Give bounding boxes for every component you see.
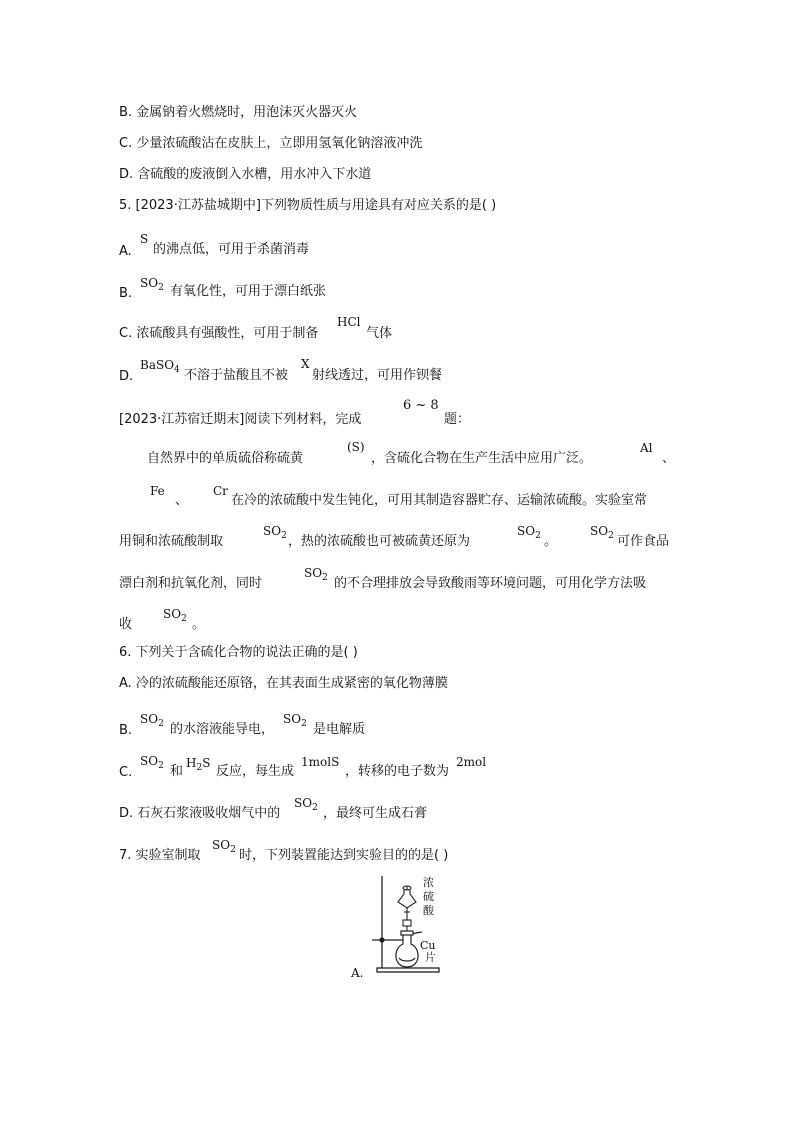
q5-option-b-formula: $SO_2$ [140, 276, 164, 293]
question-7-stem-a: 7. 实验室制取 [119, 848, 201, 863]
question-7-so2: $SO_2$ [212, 838, 236, 855]
dropping-funnel-icon [398, 886, 416, 932]
q5-option-d-formula: BaSO$_4$ [140, 358, 180, 375]
figure-option-a: A. [351, 966, 364, 980]
q5-option-b-prefix: B. [119, 286, 133, 301]
q6-option-c-t1: 反应，每生成 [216, 764, 295, 779]
material-p2: 在冷的浓硫酸中发生钝化，可用其制造容器贮存、运输浓硫酸。实验室常 [231, 493, 648, 508]
material-range: 6 ~ 8 [403, 398, 439, 413]
material-p1-formula: (S) [347, 440, 365, 454]
q5-option-d-text1: 不溶于盐酸且不被 [184, 368, 289, 383]
material-fe: Fe [150, 484, 165, 498]
material-so2-4: $SO_2$ [304, 566, 328, 583]
q5-option-d-prefix: D. [119, 369, 134, 384]
q5-option-a-formula: S [140, 232, 149, 246]
material-dun: 、 [662, 451, 676, 466]
option-d-prev: D. 含硫酸的废液倒入水槽，用水冲入下水道 [119, 167, 372, 182]
material-dun2: 、 [175, 493, 189, 508]
material-p1b: ，含硫化合物在生产生活中应用广泛。 [371, 451, 593, 466]
option-b-prev: B. 金属钠着火燃烧时，用泡沫灭火器灭火 [119, 105, 358, 120]
label-acid-3: 酸 [423, 904, 434, 917]
material-p5a: 收 [119, 617, 133, 632]
apparatus-figure [360, 868, 450, 983]
material-p3d: 可作食品 [617, 534, 670, 549]
q6-option-b-t1: 的水溶液能导电， [170, 722, 275, 737]
q6-option-b-prefix: B. [119, 723, 133, 738]
q6-option-a: A. 冷的浓硫酸能还原铬，在其表面生成紧密的氧化物薄膜 [119, 676, 448, 691]
q5-option-c-formula: HCl [337, 315, 361, 329]
material-p4a: 漂白剂和抗氧化剂，同时 [119, 576, 263, 591]
q5-option-a-prefix: A. [119, 244, 132, 259]
material-intro-end: 题： [444, 412, 471, 427]
q6-option-b-so2b: $SO_2$ [283, 712, 307, 729]
q5-option-c-prefix: C. 浓硫酸具有强酸性，可用于制备 [119, 326, 319, 341]
material-al: Al [640, 441, 653, 455]
q6-option-c-t2: ，转移的电子数为 [345, 764, 450, 779]
label-cu: Cu [420, 939, 436, 952]
material-p3b: ，热的浓硫酸也可被硫黄还原为 [288, 534, 471, 549]
label-acid-1: 浓 [423, 876, 434, 889]
q6-option-d-so2: $SO_2$ [294, 796, 318, 813]
material-p4b: 的不合理排放会导致酸雨等环境问题，可用化学方法吸 [334, 576, 647, 591]
q6-option-c-mol2: 2mol [456, 755, 487, 769]
label-pian: 片 [425, 951, 436, 964]
material-p5b: 。 [192, 617, 206, 632]
q6-option-c-mol1: 1molS [301, 755, 340, 769]
material-p1a: 自然界中的单质硫俗称硫黄 [147, 451, 304, 466]
material-p3c: 。 [544, 534, 558, 549]
question-5-stem: 5. [2023·江苏盐城期中]下列物质性质与用途具有对应关系的是( ) [119, 198, 497, 213]
material-intro: [2023·江苏宿迁期末]阅读下列材料，完成 [119, 412, 362, 427]
question-7-stem-b: 时，下列装置能达到实验目的的是( ) [239, 848, 449, 863]
q5-option-a-text: 的沸点低，可用于杀菌消毒 [153, 242, 310, 257]
q6-option-d-t1: ，最终可生成石膏 [323, 806, 428, 821]
material-so2-5: $SO_2$ [163, 607, 187, 624]
q6-option-c-prefix: C. [119, 765, 133, 780]
q6-option-b-t2: 是电解质 [313, 722, 366, 737]
q6-option-c-and: 和 [170, 764, 184, 779]
q5-option-b-text: 有氧化性，可用于漂白纸张 [170, 284, 327, 299]
q5-option-c-text: 气体 [366, 326, 393, 341]
q6-option-c-so2: $SO_2$ [140, 754, 164, 771]
q5-option-d-formula2: X [301, 357, 310, 371]
material-so2-3: $SO_2$ [590, 524, 614, 541]
q6-option-b-so2a: $SO_2$ [140, 712, 164, 729]
q6-option-c-h2s: $H_2S$ [186, 756, 211, 773]
question-6-stem: 6. 下列关于含硫化合物的说法正确的是( ) [119, 645, 358, 660]
material-cr: Cr [213, 484, 228, 498]
option-c-prev: C. 少量浓硫酸沾在皮肤上，立即用氢氧化钠溶液冲洗 [119, 136, 423, 151]
flask-icon [396, 931, 422, 967]
material-so2-2: $SO_2$ [517, 524, 541, 541]
q5-option-d-text2: 射线透过，可用作钡餐 [312, 368, 443, 383]
material-so2-1: $SO_2$ [263, 524, 287, 541]
q6-option-d-prefix: D. 石灰石浆液吸收烟气中的 [119, 806, 281, 821]
label-acid-2: 硫 [423, 890, 434, 903]
material-p3a: 用铜和浓硫酸制取 [119, 534, 224, 549]
